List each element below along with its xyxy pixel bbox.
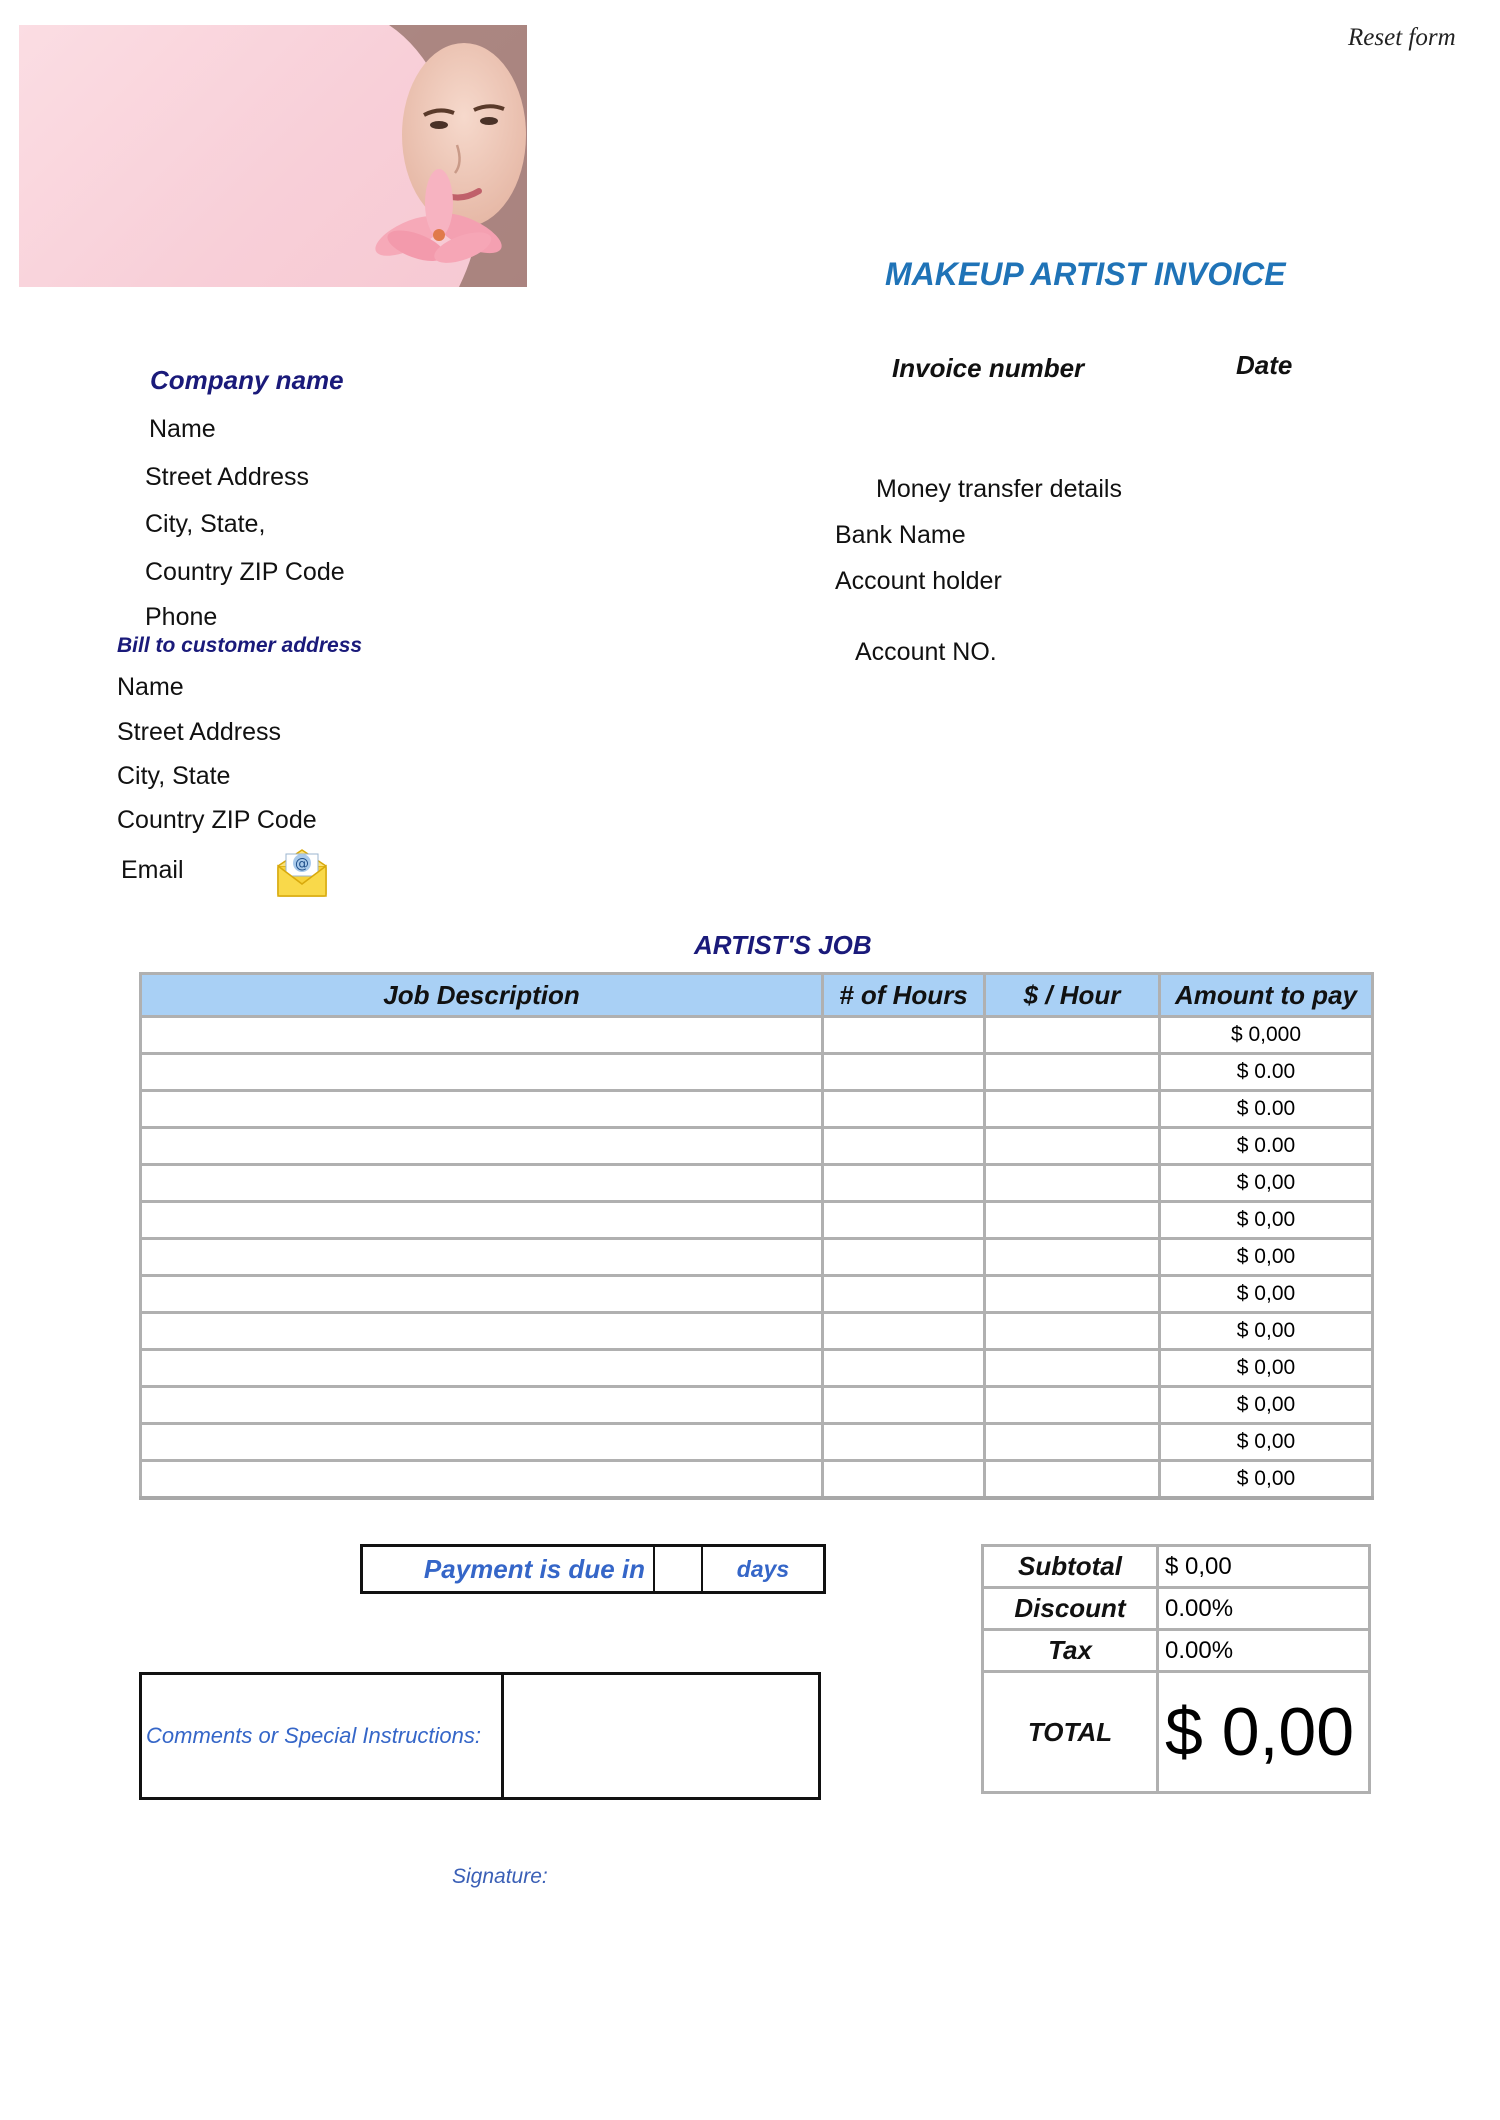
rate-header: $ / Hour: [985, 974, 1160, 1017]
invoice-date-label: Date: [1236, 350, 1293, 380]
company-name-heading: Company name: [150, 365, 344, 395]
job-table-header-row: [141, 974, 1373, 1017]
job-description-cell[interactable]: [141, 1350, 823, 1387]
job-description-header: Job Description: [141, 974, 823, 1017]
totals-table: [981, 1544, 1371, 1794]
signature-label: Signature:: [452, 1865, 548, 1888]
subtotal-value: $ 0,00: [1158, 1546, 1370, 1588]
company-street-field[interactable]: Street Address: [145, 463, 309, 491]
job-table-row: [141, 1128, 1373, 1165]
job-description-cell[interactable]: [141, 1313, 823, 1350]
job-table: [139, 972, 1374, 1500]
job-description-cell[interactable]: [141, 1128, 823, 1165]
job-description-cell[interactable]: [141, 1239, 823, 1276]
job-table-row: [141, 1313, 1373, 1350]
email-envelope-icon[interactable]: [276, 846, 328, 898]
job-description-cell[interactable]: [141, 1054, 823, 1091]
rate-cell[interactable]: [985, 1165, 1160, 1202]
job-description-cell[interactable]: [141, 1424, 823, 1461]
hours-cell[interactable]: [823, 1054, 985, 1091]
total-row: [983, 1672, 1370, 1793]
rate-cell[interactable]: [985, 1054, 1160, 1091]
rate-cell[interactable]: [985, 1017, 1160, 1054]
account-holder-field[interactable]: Account holder: [835, 567, 1002, 595]
bank-name-field[interactable]: Bank Name: [835, 521, 966, 549]
rate-cell[interactable]: [985, 1387, 1160, 1424]
payment-due-label: Payment is due in: [363, 1547, 655, 1591]
bill-to-heading: Bill to customer address: [117, 634, 363, 657]
hours-cell[interactable]: [823, 1387, 985, 1424]
company-city-field[interactable]: City, State,: [145, 510, 266, 538]
job-description-cell[interactable]: [141, 1017, 823, 1054]
total-value: $ 0,00: [1158, 1672, 1370, 1793]
payment-days-input[interactable]: [655, 1547, 703, 1591]
comments-input[interactable]: [504, 1675, 818, 1797]
amount-cell: $ 0,00: [1160, 1276, 1373, 1313]
invoice-title: MAKEUP ARTIST INVOICE: [885, 256, 1286, 292]
invoice-number-label: Invoice number: [892, 353, 1085, 383]
job-description-cell[interactable]: [141, 1202, 823, 1239]
job-table-row: [141, 1350, 1373, 1387]
hours-cell[interactable]: [823, 1350, 985, 1387]
payment-due-box: [360, 1544, 826, 1594]
rate-cell[interactable]: [985, 1461, 1160, 1499]
job-table-row: [141, 1387, 1373, 1424]
model-portrait-image: [19, 25, 527, 287]
job-table-row: [141, 1091, 1373, 1128]
total-label: TOTAL: [983, 1672, 1158, 1793]
rate-cell[interactable]: [985, 1239, 1160, 1276]
amount-cell: $ 0,000: [1160, 1017, 1373, 1054]
company-name-field[interactable]: Name: [149, 415, 216, 443]
account-number-field[interactable]: Account NO.: [855, 638, 997, 666]
discount-value[interactable]: 0.00%: [1158, 1588, 1370, 1630]
rate-cell[interactable]: [985, 1128, 1160, 1165]
amount-header: Amount to pay: [1160, 974, 1373, 1017]
rate-cell[interactable]: [985, 1202, 1160, 1239]
discount-row: [983, 1588, 1370, 1630]
tax-value[interactable]: 0.00%: [1158, 1630, 1370, 1672]
amount-cell: $ 0,00: [1160, 1424, 1373, 1461]
amount-cell: $ 0,00: [1160, 1313, 1373, 1350]
comments-box: [139, 1672, 821, 1800]
job-table-row: [141, 1054, 1373, 1091]
amount-cell: $ 0,00: [1160, 1350, 1373, 1387]
amount-cell: $ 0,00: [1160, 1202, 1373, 1239]
discount-label: Discount: [983, 1588, 1158, 1630]
hours-cell[interactable]: [823, 1313, 985, 1350]
header-photo: [19, 25, 527, 287]
reset-form-button[interactable]: Reset form: [1348, 24, 1456, 51]
rate-cell[interactable]: [985, 1424, 1160, 1461]
hours-cell[interactable]: [823, 1017, 985, 1054]
hours-cell[interactable]: [823, 1461, 985, 1499]
job-description-cell[interactable]: [141, 1276, 823, 1313]
customer-country-field[interactable]: Country ZIP Code: [117, 806, 317, 834]
amount-cell: $ 0.00: [1160, 1128, 1373, 1165]
hours-cell[interactable]: [823, 1128, 985, 1165]
hours-cell[interactable]: [823, 1424, 985, 1461]
customer-street-field[interactable]: Street Address: [117, 718, 281, 746]
subtotal-label: Subtotal: [983, 1546, 1158, 1588]
money-transfer-heading: Money transfer details: [876, 475, 1122, 503]
rate-cell[interactable]: [985, 1091, 1160, 1128]
amount-cell: $ 0.00: [1160, 1091, 1373, 1128]
job-table-row: [141, 1276, 1373, 1313]
company-country-field[interactable]: Country ZIP Code: [145, 558, 345, 586]
subtotal-row: [983, 1546, 1370, 1588]
tax-label: Tax: [983, 1630, 1158, 1672]
amount-cell: $ 0,00: [1160, 1387, 1373, 1424]
job-table-row: [141, 1017, 1373, 1054]
rate-cell[interactable]: [985, 1350, 1160, 1387]
comments-label: Comments or Special Instructions:: [142, 1675, 504, 1797]
amount-cell: $ 0.00: [1160, 1054, 1373, 1091]
job-description-cell[interactable]: [141, 1091, 823, 1128]
job-table-row: [141, 1424, 1373, 1461]
job-description-cell[interactable]: [141, 1461, 823, 1499]
hours-cell[interactable]: [823, 1202, 985, 1239]
amount-cell: $ 0,00: [1160, 1239, 1373, 1276]
job-description-cell[interactable]: [141, 1165, 823, 1202]
hours-cell[interactable]: [823, 1165, 985, 1202]
payment-days-label: days: [736, 1555, 790, 1582]
svg-text:@: @: [295, 856, 309, 872]
job-table-row: [141, 1202, 1373, 1239]
job-table-row: [141, 1165, 1373, 1202]
customer-city-field[interactable]: City, State: [117, 762, 231, 790]
hours-cell[interactable]: [823, 1239, 985, 1276]
hours-cell[interactable]: [823, 1091, 985, 1128]
customer-email-field[interactable]: Email: [121, 856, 184, 884]
artist-job-heading: ARTIST'S JOB: [694, 930, 872, 960]
hours-cell[interactable]: [823, 1276, 985, 1313]
hours-header: # of Hours: [823, 974, 985, 1017]
job-description-cell[interactable]: [141, 1387, 823, 1424]
amount-cell: $ 0,00: [1160, 1165, 1373, 1202]
tax-row: [983, 1630, 1370, 1672]
job-table-row: [141, 1461, 1373, 1499]
customer-name-field[interactable]: Name: [117, 673, 184, 701]
rate-cell[interactable]: [985, 1313, 1160, 1350]
amount-cell: $ 0,00: [1160, 1461, 1373, 1499]
job-table-row: [141, 1239, 1373, 1276]
company-phone-field[interactable]: Phone: [145, 603, 218, 631]
rate-cell[interactable]: [985, 1276, 1160, 1313]
